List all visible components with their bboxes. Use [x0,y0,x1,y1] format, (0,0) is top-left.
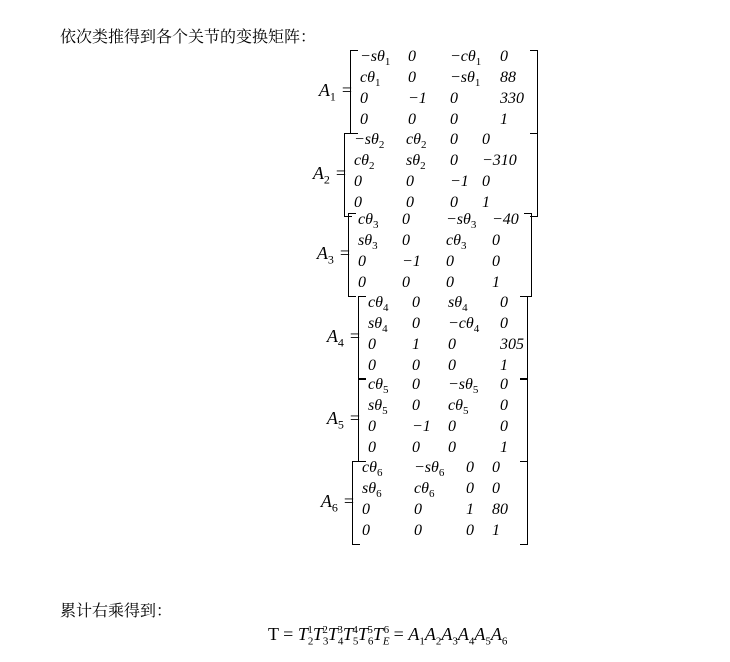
matrix-a2 [312,131,528,217]
matrix-cell: 0 [354,194,362,211]
matrix-cell: $s\theta_5$ [368,397,388,418]
matrix-label: $A_1$ = [318,80,352,104]
final-equation: $T = T_2^1T_3^2T_4^3T_5^4T_6^5T_E^6 = A_1A_2A_3A_4A_5A_6$ [268,624,508,648]
matrix-cell: 0 [402,232,410,249]
matrix-label: $A_2$ = [312,163,346,187]
matrix-cell: 0 [450,111,458,128]
matrix-cell: −1 [402,253,421,270]
matrix-cell: 0 [466,480,474,497]
matrix-cell: 0 [450,90,458,107]
matrix-cell: 0 [408,48,416,65]
matrix-cell: 0 [408,111,416,128]
left-bracket [352,461,360,545]
matrix-cell: 0 [402,211,410,228]
matrix-cell: 0 [492,232,500,249]
matrix-cell: 0 [368,357,376,374]
matrix-cell: $c\theta_2$ [354,152,375,173]
matrix-cell: 0 [492,480,500,497]
matrix-cell: 0 [414,501,422,518]
matrix-cell: $-c\theta_1$ [450,48,482,69]
matrix-cell: 0 [402,274,410,291]
left-bracket [348,213,356,297]
matrix-cell: 1 [492,274,500,291]
matrix-cell: $c\theta_3$ [358,211,379,232]
matrix-cell: 0 [368,439,376,456]
matrix-cell: 1 [500,439,508,456]
right-bracket [524,213,532,297]
matrix-cell: 0 [492,459,500,476]
matrix-cell: 305 [500,336,524,353]
matrix-cell: 0 [450,131,458,148]
right-bracket [530,50,538,134]
matrix-cell: −1 [450,173,469,190]
matrix-cell: $c\theta_6$ [414,480,435,501]
matrix-label: $A_4$ = [326,326,360,350]
matrix-cell: 0 [406,173,414,190]
matrix-cell: 0 [362,522,370,539]
matrix-cell: 0 [368,336,376,353]
matrix-cell: $c\theta_5$ [368,376,389,397]
matrix-cell: 80 [492,501,508,518]
matrix-label: $A_6$ = [320,491,354,515]
matrix-cell: 0 [412,294,420,311]
matrix-cell: $c\theta_2$ [406,131,427,152]
matrix-cell: $-s\theta_1$ [360,48,391,69]
right-bracket [530,133,538,217]
matrix-cell: 0 [412,439,420,456]
matrix-cell: $-s\theta_5$ [448,376,479,397]
matrix-cell: $-c\theta_4$ [448,315,480,336]
matrix-cell: 0 [466,522,474,539]
matrix-cell: 1 [412,336,420,353]
matrix-cell: −1 [408,90,427,107]
matrix-cell: $-s\theta_3$ [446,211,477,232]
left-bracket [358,378,366,462]
left-bracket [344,133,352,217]
matrix-cell: $c\theta_5$ [448,397,469,418]
matrix-cell: 0 [360,111,368,128]
matrix-cell: 1 [500,357,508,374]
matrix-a1 [318,48,528,134]
matrix-cell: 1 [492,522,500,539]
matrix-cell: 0 [482,173,490,190]
matrix-cell: 0 [448,439,456,456]
matrix-cell: 0 [412,397,420,414]
matrix-cell: 0 [446,274,454,291]
matrix-cell: $-s\theta_1$ [450,69,481,90]
matrix-cell: $c\theta_1$ [360,69,381,90]
matrix-cell: 0 [500,376,508,393]
matrix-cell: −40 [492,211,519,228]
matrix-cell: 0 [466,459,474,476]
matrix-label: $A_3$ = [316,243,350,267]
matrix-cell: $c\theta_4$ [368,294,389,315]
left-bracket [358,296,366,380]
matrix-cell: $s\theta_3$ [358,232,378,253]
matrix-cell: 0 [358,253,366,270]
matrix-cell: −310 [482,152,517,169]
matrix-cell: 0 [406,194,414,211]
intro-text: 依次类推得到各个关节的变换矩阵： [60,27,317,46]
matrix-cell: $s\theta_2$ [406,152,426,173]
matrix-cell: 0 [500,397,508,414]
matrix-cell: 0 [482,131,490,148]
matrix-cell: 0 [448,357,456,374]
matrix-cell: $s\theta_4$ [368,315,388,336]
matrix-cell: 0 [354,173,362,190]
matrix-cell: $-s\theta_6$ [414,459,445,480]
matrix-cell: 0 [450,152,458,169]
matrix-cell: 0 [500,315,508,332]
matrix-cell: $c\theta_3$ [446,232,467,253]
matrix-a4 [326,294,524,380]
right-bracket [520,461,528,545]
matrix-cell: 1 [482,194,490,211]
matrix-cell: 1 [500,111,508,128]
right-bracket [520,378,528,462]
matrix-cell: 0 [360,90,368,107]
matrix-cell: 0 [408,69,416,86]
matrix-cell: 0 [358,274,366,291]
matrix-cell: $-s\theta_2$ [354,131,385,152]
matrix-cell: −1 [412,418,431,435]
matrix-cell: 0 [446,253,454,270]
matrix-cell: 0 [500,48,508,65]
matrix-cell: $s\theta_6$ [362,480,382,501]
matrix-cell: 0 [412,357,420,374]
matrix-a5 [326,376,518,462]
matrix-cell: 0 [412,376,420,393]
matrix-cell: 0 [414,522,422,539]
matrix-cell: 0 [500,418,508,435]
matrix-cell: 0 [448,418,456,435]
matrix-cell: 330 [500,90,524,107]
matrix-cell: 0 [500,294,508,311]
left-bracket [350,50,358,134]
matrix-cell: 0 [412,315,420,332]
matrix-label: $A_5$ = [326,408,360,432]
matrix-a3 [316,211,522,297]
matrix-cell: 0 [492,253,500,270]
matrix-cell: $s\theta_4$ [448,294,468,315]
matrix-cell: 0 [448,336,456,353]
matrix-cell: $c\theta_6$ [362,459,383,480]
matrix-a6 [320,459,518,545]
matrix-cell: 0 [362,501,370,518]
matrix-cell: 1 [466,501,474,518]
outro-text: 累计右乘得到： [60,601,173,620]
matrix-cell: 0 [450,194,458,211]
matrix-cell: 0 [368,418,376,435]
matrix-cell: 88 [500,69,516,86]
